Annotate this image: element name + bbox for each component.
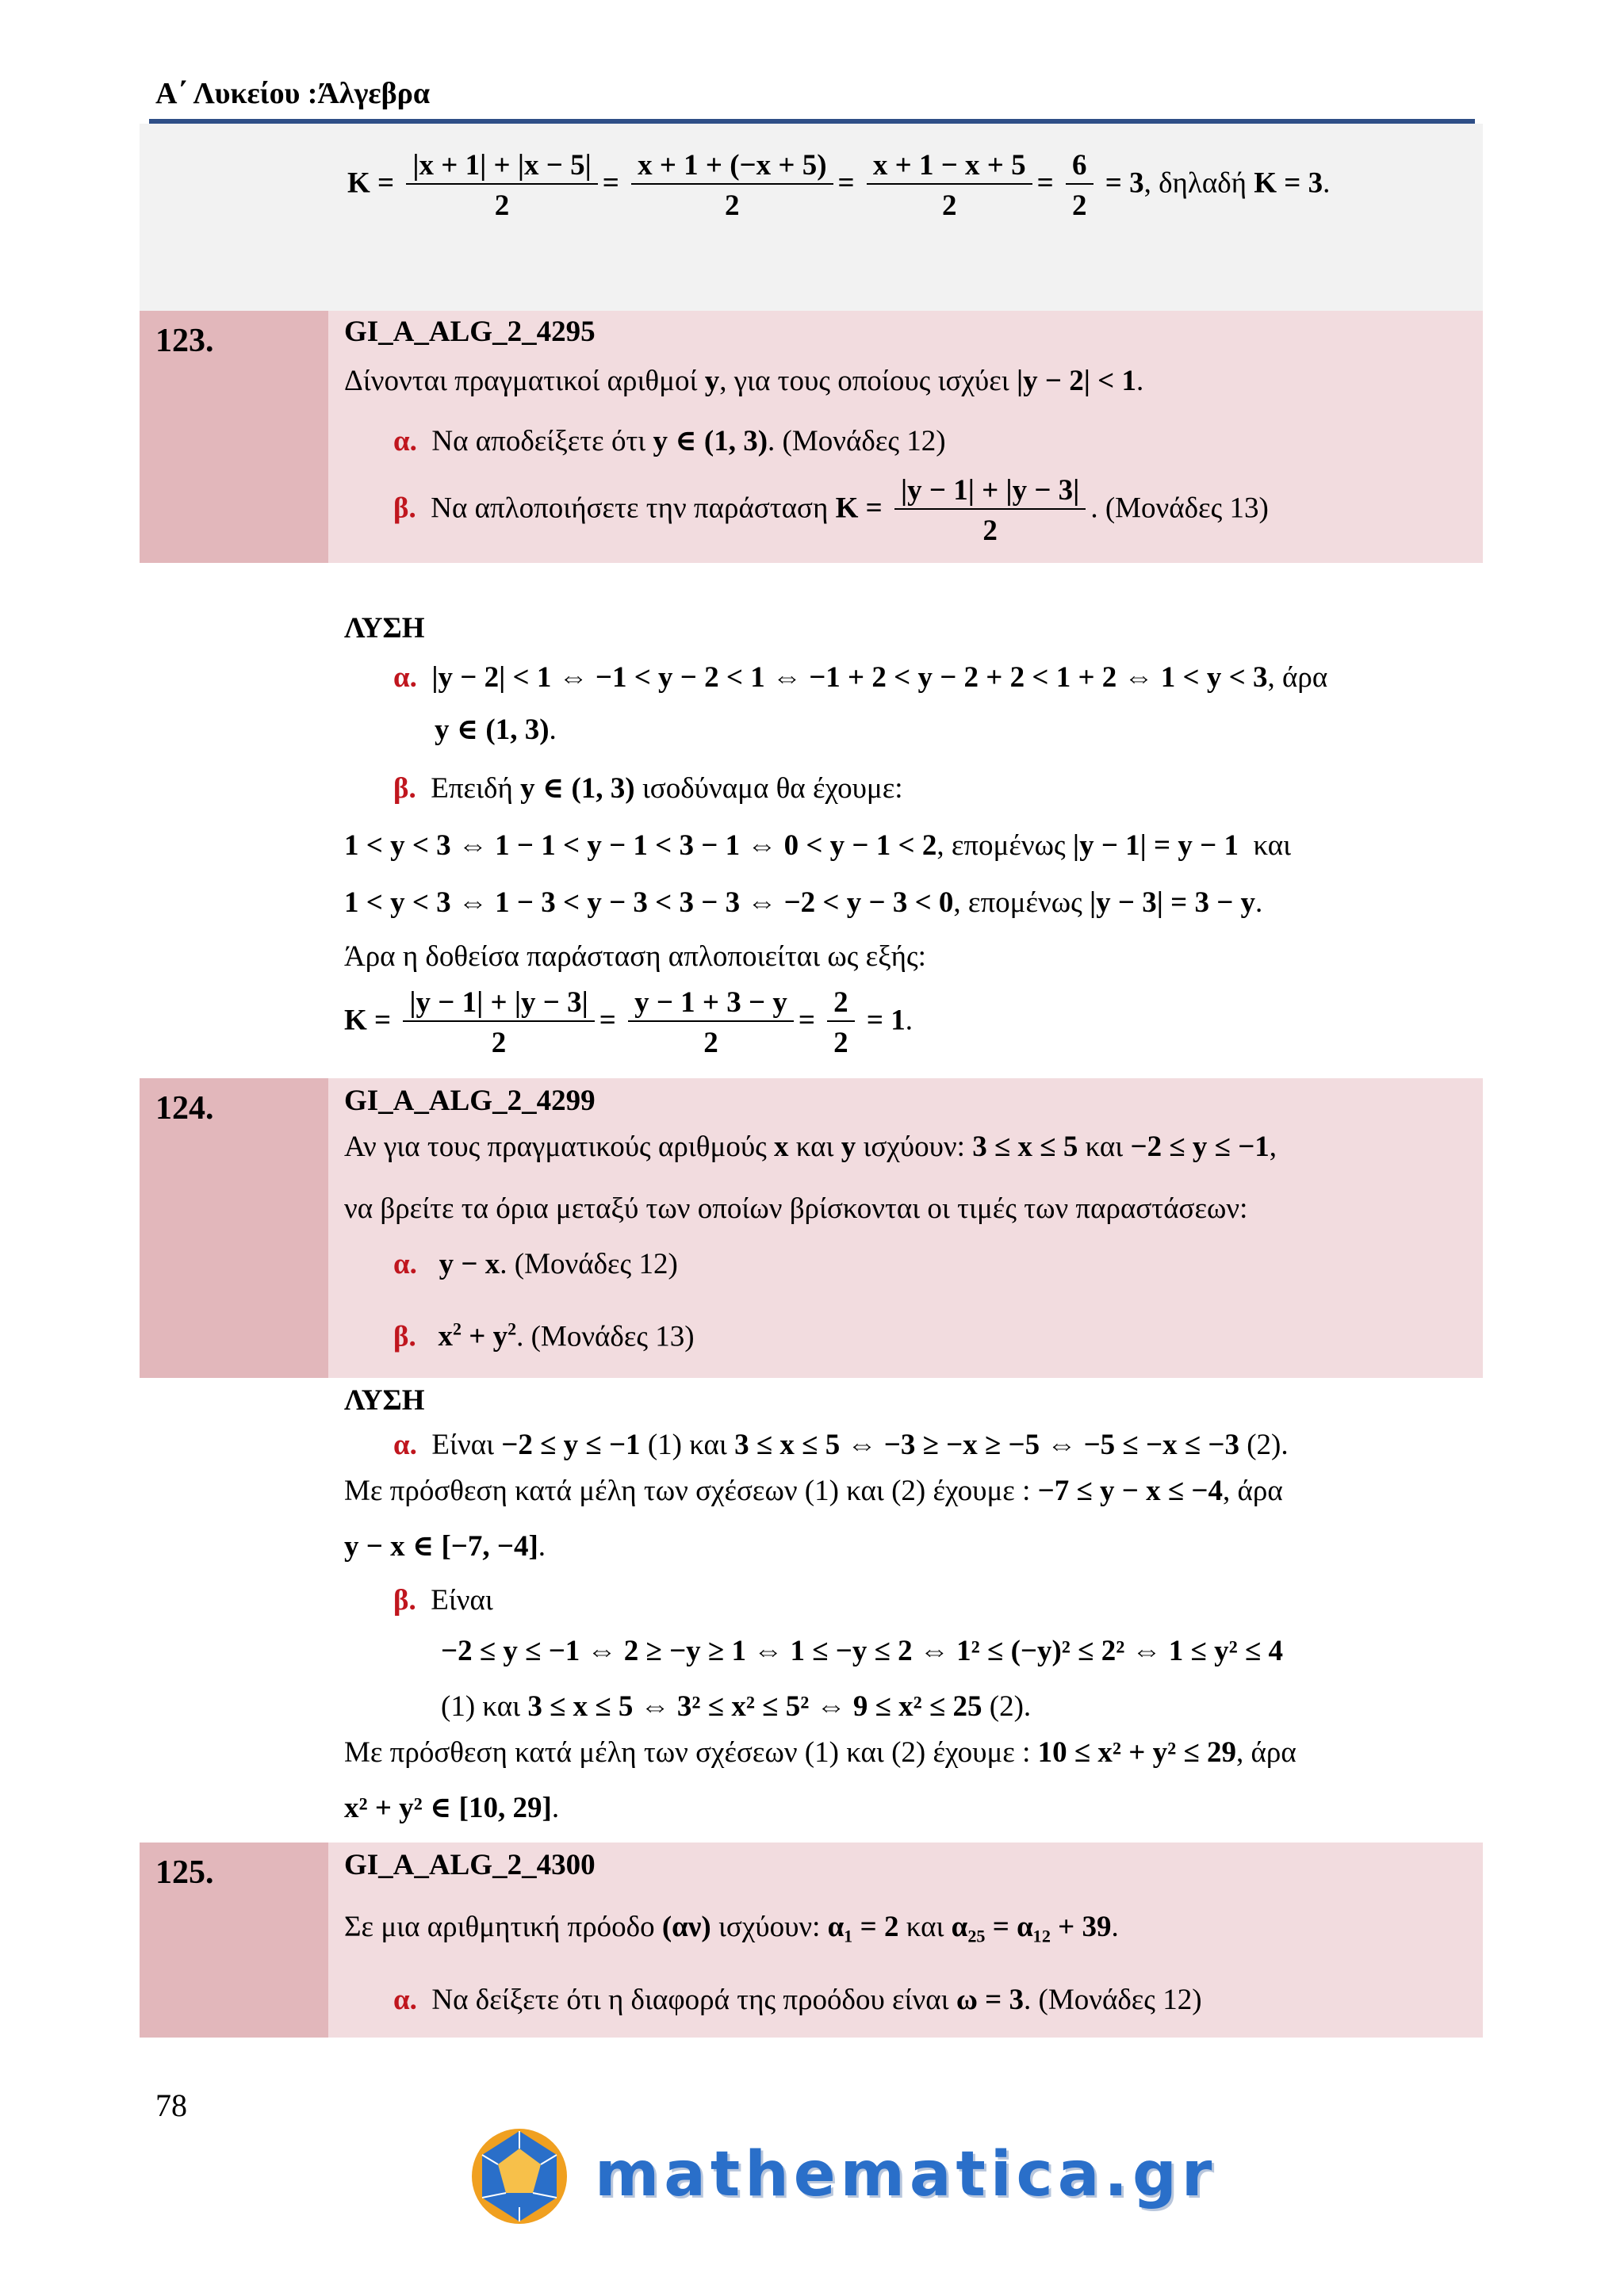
frac-denominator: 2 <box>833 1027 848 1059</box>
previous-k-equation: K = $\frac{|x + 1| + |x - 5|}{2}$ = $\frac{x + 1 + (-x + 5)}{2}$ = $\frac{x + 1 - x + 5}{2}$ = $\frac{6}{2}$ = 3, δηλαδή K = 3. <box>347 149 1331 222</box>
text: , άρα <box>1236 1736 1297 1769</box>
math: y − x <box>439 1248 500 1280</box>
problem-number-cell <box>140 1843 328 2038</box>
period: . <box>538 1530 546 1563</box>
solution-123-part-a <box>393 663 1327 692</box>
math: α₂₅ = α₁₂ + 39 <box>951 1911 1112 1943</box>
part-label: α. <box>393 1429 417 1461</box>
problem-123-statement <box>344 366 1143 396</box>
text: και <box>795 1131 834 1163</box>
math: |y − 2| < 1 ⇔ −1 < y − 2 < 1 ⇔ −1 + 2 < y − 2 + 2 < 1 + 2 ⇔ 1 < y < 3 <box>431 661 1268 694</box>
math: α₁ = 2 <box>827 1911 899 1943</box>
frac-denominator: 2 <box>942 189 957 222</box>
math: K = <box>835 492 883 525</box>
text: , άρα <box>1267 661 1328 694</box>
frac-denominator: 2 <box>491 1027 507 1059</box>
frac-numerator: x + 1 − x + 5 <box>867 151 1032 185</box>
problem-125-statement <box>344 1912 1119 1942</box>
frac-numerator: x + 1 + (−x + 5) <box>631 151 833 185</box>
text: Αν για τους πραγματικούς αριθμούς <box>344 1131 767 1163</box>
text: και <box>906 1911 944 1943</box>
marks: . (Μονάδες 13) <box>516 1320 695 1353</box>
text: , άρα <box>1223 1475 1283 1507</box>
math: 1 < y < 3 ⇔ 1 − 3 < y − 3 < 3 − 3 ⇔ −2 < y − 3 < 0 <box>344 886 954 919</box>
problem-number-cell <box>140 311 328 563</box>
solution-123-part-a-result <box>435 715 557 744</box>
solution-124-line-3 <box>344 1532 546 1561</box>
text: και <box>1253 829 1292 862</box>
math: (αν) <box>661 1911 711 1943</box>
k-label: K = <box>347 166 395 200</box>
marks: . (Μονάδες 12) <box>500 1248 678 1280</box>
problem-124-code: GI_A_ALG_2_4299 <box>344 1085 596 1117</box>
math: + y <box>462 1320 508 1353</box>
frac-numerator: |x + 1| + |x − 5| <box>406 151 597 185</box>
solution-124-line-4 <box>344 1738 1297 1767</box>
math: y − x ∈ [−7, −4] <box>344 1530 538 1563</box>
math: −2 ≤ y ≤ −1 <box>1130 1131 1270 1163</box>
period: . <box>551 1792 560 1824</box>
math: x <box>438 1320 453 1353</box>
text: Με πρόσθεση κατά μέλη των σχέσεων (1) και (2) έχουμε : <box>344 1736 1031 1769</box>
period: . <box>1136 365 1144 397</box>
part-label: β. <box>393 1320 416 1353</box>
page-number: 78 <box>155 2087 187 2123</box>
math: 3 ≤ x ≤ 5 ⇔ −3 ≥ −x ≥ −5 ⇔ −5 ≤ −x ≤ −3 <box>734 1429 1239 1461</box>
equation-tail: = 1 <box>866 1004 906 1037</box>
solution-124-part-b <box>393 1586 493 1615</box>
part-label: α. <box>393 1984 417 2016</box>
math: x <box>774 1131 789 1163</box>
math: y ∈ (1, 3) <box>653 425 768 457</box>
text: (1) και <box>441 1690 521 1723</box>
solution-124-part-b-line-2 <box>441 1692 1031 1721</box>
solution-123-line-3: Άρα η δοθείσα παράσταση απλοποιείται ως εξής: <box>344 940 926 973</box>
text: ισοδύναμα θα έχουμε: <box>642 772 903 805</box>
part-label: β. <box>393 492 416 525</box>
math: |y − 2| < 1 <box>1016 365 1136 397</box>
part-label: β. <box>393 1584 416 1617</box>
frac-denominator: 2 <box>494 189 510 222</box>
text: , επομένως <box>953 886 1082 919</box>
math: y <box>704 365 720 397</box>
text: (2). <box>1247 1429 1289 1461</box>
polyhedron-logo-icon <box>468 2125 571 2228</box>
problem-number: 124. <box>155 1090 214 1127</box>
problem-number-cell <box>140 1078 328 1378</box>
problem-123-part-a <box>393 427 946 456</box>
text: , επομένως <box>936 829 1066 862</box>
frac-numerator: 6 <box>1066 151 1094 185</box>
math: 10 ≤ x² + y² ≤ 29 <box>1037 1736 1237 1769</box>
text: , για τους οποίους ισχύει <box>719 365 1009 397</box>
period: . <box>549 714 557 746</box>
problem-124-statement <box>344 1132 1277 1161</box>
equation-text: , δηλαδή <box>1143 166 1247 200</box>
math: 1 < y < 3 ⇔ 1 − 1 < y − 1 < 3 − 1 ⇔ 0 < y − 1 < 2 <box>344 829 937 862</box>
text: Επειδή <box>431 772 513 805</box>
solution-123-line-1 <box>344 831 1291 860</box>
problem-125-code: GI_A_ALG_2_4300 <box>344 1849 596 1881</box>
solution-124-line-2 <box>344 1476 1283 1506</box>
marks: . (Μονάδες 13) <box>1090 492 1269 525</box>
solution-123-k-equation: K = $\frac{|y - 1| + |y - 3|}{2}$ = $\frac{y - 1 + 3 - y}{2}$ = $\frac{2}{2}$ = 1. <box>344 986 914 1059</box>
exponent: 2 <box>508 1319 517 1339</box>
math: y <box>841 1131 856 1163</box>
frac-denominator: 2 <box>725 189 740 222</box>
math: x² + y² ∈ [10, 29] <box>344 1792 552 1824</box>
frac-denominator: 2 <box>982 515 998 547</box>
frac-numerator: 2 <box>827 988 855 1022</box>
equation-final: K = 3 <box>1254 166 1323 200</box>
text: και <box>1085 1131 1124 1163</box>
part-label: α. <box>393 1248 417 1280</box>
math: −2 ≤ y ≤ −1 <box>501 1429 641 1461</box>
text: Να δείξετε ότι η διαφορά της προόδου είναι <box>431 1984 949 2016</box>
solution-123-part-b <box>393 774 903 803</box>
frac-numerator: |y − 1| + |y − 3| <box>403 988 594 1022</box>
text: Σε μια αριθμητική πρόοδο <box>344 1911 655 1943</box>
part-label: β. <box>393 772 416 805</box>
frac-numerator: |y − 1| + |y − 3| <box>894 476 1086 510</box>
solution-124-line-5 <box>344 1793 559 1823</box>
text: ισχύουν: <box>718 1911 821 1943</box>
frac-denominator: 2 <box>1072 189 1087 222</box>
math: 3 ≤ x ≤ 5 ⇔ 3² ≤ x² ≤ 5² ⇔ 9 ≤ x² ≤ 25 <box>527 1690 982 1723</box>
exponent: 2 <box>453 1319 462 1339</box>
math: y ∈ (1, 3) <box>520 772 635 805</box>
problem-124-part-a <box>393 1249 678 1279</box>
text: Είναι <box>431 1584 493 1617</box>
solution-124-part-b-line-1: −2 ≤ y ≤ −1 ⇔ 2 ≥ −y ≥ 1 ⇔ 1 ≤ −y ≤ 2 ⇔ 1² ≤ (−y)² ≤ 2² ⇔ 1 ≤ y² ≤ 4 <box>441 1635 1283 1667</box>
solution-124-heading: ΛΥΣΗ <box>344 1384 425 1417</box>
problem-125-part-a <box>393 1985 1202 2015</box>
frac-numerator: y − 1 + 3 − y <box>628 988 794 1022</box>
text: Είναι <box>431 1429 495 1461</box>
problem-123-code: GI_A_ALG_2_4295 <box>344 316 596 348</box>
text: Δίνονται πραγματικοί αριθμοί <box>344 365 698 397</box>
period: . <box>1323 166 1331 200</box>
math: |y − 1| = y − 1 <box>1072 829 1239 862</box>
math: 3 ≤ x ≤ 5 <box>972 1131 1078 1163</box>
math: y ∈ (1, 3) <box>435 714 550 746</box>
period: . <box>1111 1911 1119 1943</box>
part-label: α. <box>393 425 417 457</box>
problem-number: 123. <box>155 323 214 359</box>
period: . <box>905 1004 914 1037</box>
math: |y − 3| = 3 − y <box>1090 886 1256 919</box>
solution-123-heading: ΛΥΣΗ <box>344 612 425 645</box>
k-label: K = <box>344 1004 392 1037</box>
solution-124-part-a <box>393 1430 1289 1460</box>
site-logo[interactable] <box>468 2125 1217 2228</box>
problem-124 <box>140 1078 1483 1378</box>
previous-solution-block <box>140 124 1483 311</box>
text: (2). <box>989 1690 1032 1723</box>
problem-124-part-b <box>393 1321 695 1351</box>
math: −7 ≤ y − x ≤ −4 <box>1037 1475 1223 1507</box>
text: ισχύουν: <box>863 1131 965 1163</box>
text: (1) και <box>647 1429 727 1461</box>
marks: . (Μονάδες 12) <box>1024 1984 1202 2016</box>
marks: . (Μονάδες 12) <box>768 425 946 457</box>
page-header-title: Α΄ Λυκείου :Άλγεβρα <box>155 77 431 110</box>
equation-tail: = 3 <box>1105 166 1144 200</box>
solution-123-line-2 <box>344 888 1262 917</box>
problem-124-statement-2: να βρείτε τα όρια μεταξύ των οποίων βρίσκονται οι τιμές των παραστάσεων: <box>344 1192 1248 1225</box>
frac-denominator: 2 <box>703 1027 718 1059</box>
problem-123-part-b <box>393 476 1269 545</box>
logo-text: mathematica.gr <box>595 2139 1217 2210</box>
problem-number: 125. <box>155 1854 214 1891</box>
text: Να αποδείξετε ότι <box>431 425 646 457</box>
period: . <box>1255 886 1263 919</box>
text: Με πρόσθεση κατά μέλη των σχέσεων (1) και (2) έχουμε : <box>344 1475 1031 1507</box>
text: Να απλοποιήσετε την παράσταση <box>431 492 829 525</box>
part-label: α. <box>393 661 417 694</box>
text: , <box>1269 1131 1277 1163</box>
math: ω = 3 <box>956 1984 1024 2016</box>
